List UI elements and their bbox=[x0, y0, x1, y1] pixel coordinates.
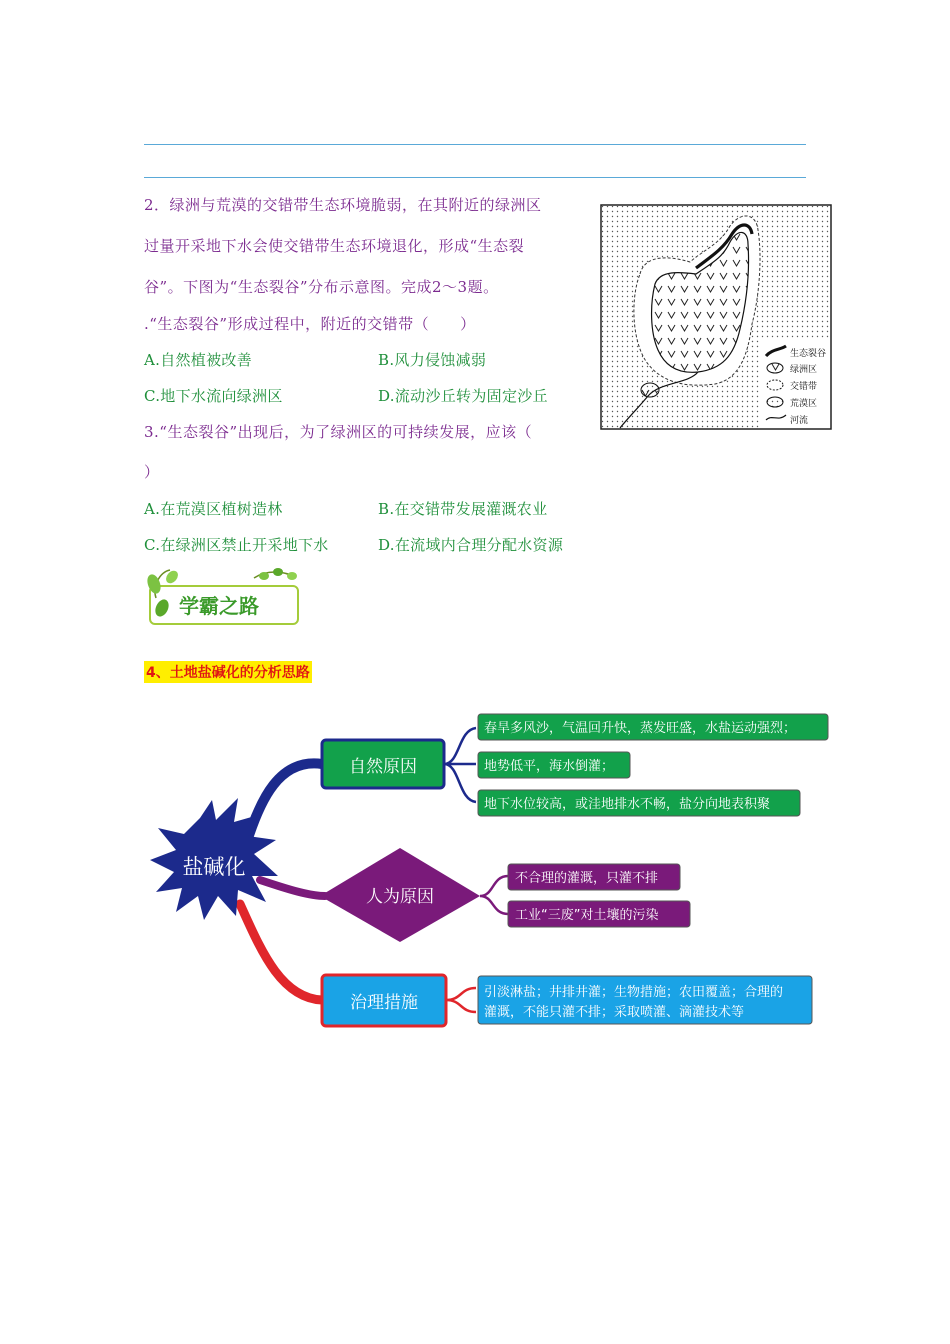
connector-natural bbox=[245, 763, 322, 848]
legend-oasis-symbol bbox=[767, 363, 783, 373]
measures-brace bbox=[446, 988, 476, 1012]
human-brace bbox=[480, 876, 508, 914]
legend-label-oasis: 绿洲区 bbox=[790, 365, 818, 375]
q2-option-b[interactable]: B.风力侵蚀减弱 bbox=[378, 351, 487, 369]
natural-item-3-text: 地下水位较高，或洼地排水不畅，盐分向地表积聚 bbox=[484, 797, 771, 812]
header-rule-bottom bbox=[144, 177, 806, 178]
badge-leaf-icon bbox=[273, 568, 283, 576]
node-human-label: 人为原因 bbox=[366, 887, 434, 907]
legend-label-desert: 荒漠区 bbox=[790, 399, 818, 409]
legend-desert-symbol bbox=[767, 397, 783, 407]
node-natural-label: 自然原因 bbox=[349, 757, 417, 777]
q2-option-c[interactable]: C.地下水流向绿洲区 bbox=[144, 387, 283, 405]
legend-label-river: 河流 bbox=[790, 416, 809, 426]
human-item-2-text: 工业“三废”对土壤的污染 bbox=[515, 908, 659, 923]
q3-option-d[interactable]: D.在流域内合理分配水资源 bbox=[378, 536, 564, 554]
measures-item-line2: 灌溉，不能只灌不排；采取喷灌、滴灌技术等 bbox=[484, 1005, 745, 1020]
human-item-1-text: 不合理的灌溉，只灌不排 bbox=[515, 871, 659, 886]
q2-stem: .“生态裂谷”形成过程中，附近的交错带（ ） bbox=[144, 315, 476, 333]
badge-leaf-icon bbox=[287, 572, 297, 580]
q2-line1: 2．绿洲与荒漠的交错带生态环境脆弱，在其附近的绿洲区 bbox=[144, 196, 542, 214]
legend-transition-symbol bbox=[767, 380, 783, 390]
header-rule-top bbox=[144, 144, 806, 145]
badge-leaf-icon bbox=[259, 572, 269, 580]
connector-measures bbox=[240, 904, 322, 1000]
legend-label-transition: 交错带 bbox=[790, 382, 818, 392]
small-oasis bbox=[641, 383, 659, 397]
q2-option-d[interactable]: D.流动沙丘转为固定沙丘 bbox=[378, 387, 548, 405]
xueba-badge bbox=[146, 568, 302, 626]
q2-line3: 谷”。下图为“生态裂谷”分布示意图。完成2～3题。 bbox=[144, 278, 499, 296]
legend-label-rift: 生态裂谷 bbox=[790, 349, 827, 359]
center-label: 盐碱化 bbox=[182, 855, 246, 879]
natural-brace bbox=[444, 728, 476, 802]
salinization-mindmap bbox=[120, 708, 840, 1038]
badge-label: 学霸之路 bbox=[179, 594, 259, 618]
q2-option-a[interactable]: A.自然植被改善 bbox=[144, 351, 253, 369]
q3-option-a[interactable]: A.在荒漠区植树造林 bbox=[144, 500, 283, 518]
measures-item-line1: 引淡淋盐；井排井灌；生物措施；农田覆盖；合理的 bbox=[484, 985, 784, 1000]
q3-line1: 3.“生态裂谷”出现后，为了绿洲区的可持续发展，应该（ bbox=[144, 423, 533, 441]
q3-line2: ） bbox=[144, 463, 160, 481]
section-heading: 4、土地盐碱化的分析思路 bbox=[144, 661, 312, 683]
q3-option-c[interactable]: C.在绿洲区禁止开采地下水 bbox=[144, 536, 329, 554]
q3-option-b[interactable]: B.在交错带发展灌溉农业 bbox=[378, 500, 548, 518]
node-measures-label: 治理措施 bbox=[350, 993, 418, 1013]
q2-line2: 过量开采地下水会使交错带生态环境退化，形成“生态裂 bbox=[144, 237, 525, 255]
natural-item-1-text: 春旱多风沙，气温回升快，蒸发旺盛，水盐运动强烈； bbox=[484, 721, 797, 736]
ecological-rift-map bbox=[600, 204, 832, 430]
natural-item-2-text: 地势低平，海水倒灌； bbox=[484, 759, 615, 774]
connector-human bbox=[260, 880, 325, 896]
